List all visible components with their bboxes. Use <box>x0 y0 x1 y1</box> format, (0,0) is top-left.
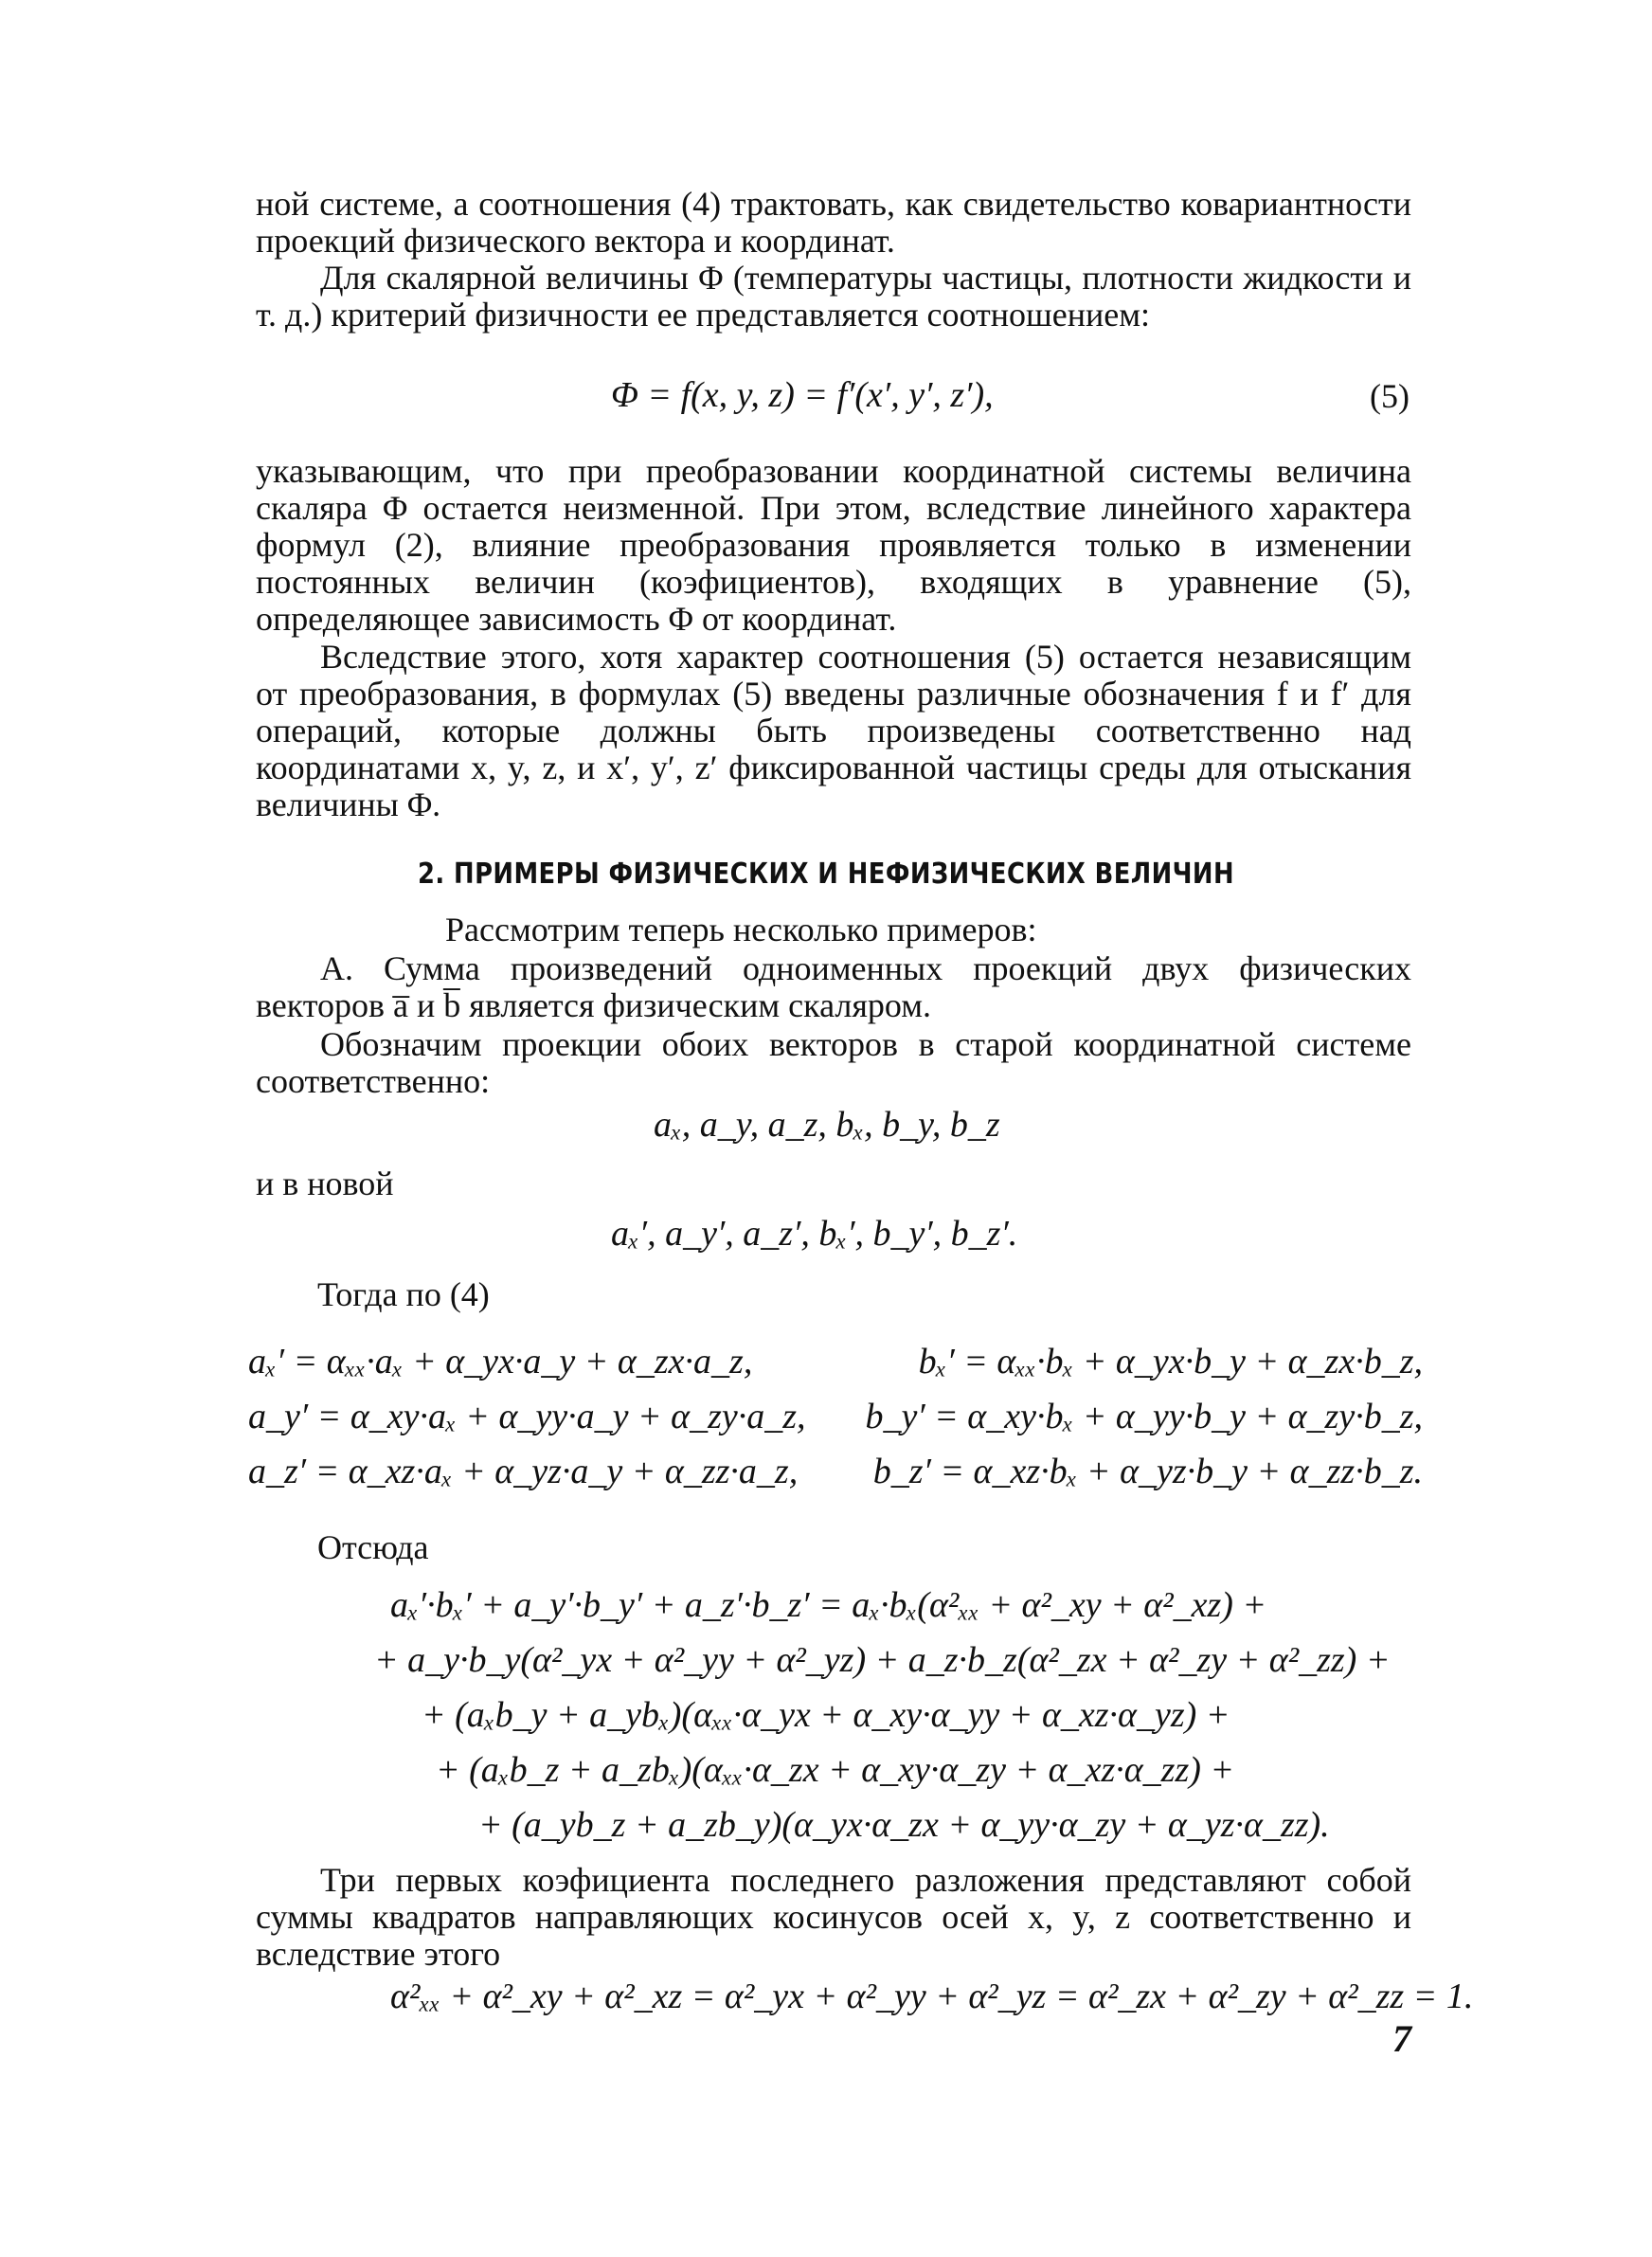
page-number: 7 <box>1392 2017 1411 2060</box>
paragraph-scalar-criterion: Для скалярной величины Φ (температуры частицы, плотности жидкости и т. д.) критерий физичности ее представляется соотношением: <box>256 259 1411 334</box>
expansion-line: + (a_yb_z + a_zb_y)(α_yx·α_zx + α_yy·α_zy + α_yz·α_zz). <box>478 1805 1330 1845</box>
expansion-line: aₓ′·bₓ′ + a_y′·b_y′ + a_z′·b_z′ = aₓ·bₓ(α²ₓₓ + α²_xy + α²_xz) + <box>390 1585 1267 1625</box>
system-row <box>248 1341 1423 1396</box>
system-row <box>248 1451 1423 1506</box>
equation-by: b_y′ = α_xy·bₓ + α_yy·b_y + α_zy·b_z, <box>865 1397 1423 1436</box>
equation-5: Φ = f(x, y, z) = f′(x′, y′, z′), <box>611 375 994 415</box>
equation-new-projections: aₓ′, a_y′, a_z′, bₓ′, b_y′, b_z′. <box>611 1214 1018 1254</box>
paragraph-coefficients: Три первых коэфициента последнего разложения представляют собой суммы квадратов направляющих косинусов осей x, y, z соответственно и вследствие этого <box>256 1861 1411 1973</box>
equation-old-projections: aₓ, a_y, a_z, bₓ, b_y, b_z <box>654 1105 1000 1145</box>
equation-unit-sums: α²ₓₓ + α²_xy + α²_xz = α²_yx + α²_yy + α²_yz = α²_zx + α²_zy + α²_zz = 1. <box>390 1977 1474 2016</box>
expansion-line: + (aₓb_y + a_ybₓ)(αₓₓ·α_yx + α_xy·α_yy + α_xz·α_yz) + <box>422 1695 1230 1735</box>
paragraph-covariance: ной системе, а соотношения (4) трактовать, как свидетельство ковариантности проекций физического вектора и координат. <box>256 185 1411 260</box>
paragraph-invariance: указывающим, что при преобразовании координатной системы величина скаляра Φ остается неизменной. При этом, вследствие линейного характера формул (2), влияние преобразования проявляется только в изменении постоянных величин (коэфициентов), входящих в уравнение (5), определяющее зависимость Φ от координат. <box>256 452 1411 638</box>
paragraph-examples-intro: Рассмотрим теперь несколько примеров: <box>445 911 1037 948</box>
equation-ay: a_y′ = α_xy·aₓ + α_yy·a_y + α_zy·a_z, <box>248 1397 806 1436</box>
section-heading: 2. ПРИМЕРЫ ФИЗИЧЕСКИХ И НЕФИЗИЧЕСКИХ ВЕЛИЧИН <box>418 858 1234 891</box>
paragraph-notation: Вследствие этого, хотя характер соотношения (5) остается независящим от преобразования, в формулах (5) введены различные обозначения f и f′ для операций, которые должны быть произведены соответственно над координатами x, y, z, и x′, y′, z′ фиксированной частицы среды для отыскания величины Φ. <box>256 638 1411 823</box>
text-and-new: и в новой <box>256 1165 394 1202</box>
transformation-system <box>248 1341 1423 1506</box>
expansion-line: + a_y·b_y(α²_yx + α²_yy + α²_yz) + a_z·b_z(α²_zx + α²_zy + α²_zz) + <box>374 1640 1391 1680</box>
equation-bx: bₓ′ = αₓₓ·bₓ + α_yx·b_y + α_zx·b_z, <box>918 1342 1423 1381</box>
equation-az: a_z′ = α_xz·aₓ + α_yz·a_y + α_zz·a_z, <box>248 1452 799 1491</box>
expansion-line: + (aₓb_z + a_zbₓ)(αₓₓ·α_zx + α_xy·α_zy + α_xz·α_zz) + <box>436 1750 1235 1790</box>
system-row <box>248 1396 1423 1451</box>
equation-ax: aₓ′ = αₓₓ·aₓ + α_yx·a_y + α_zx·a_z, <box>248 1342 753 1381</box>
text-hence: Отсюда <box>317 1528 429 1566</box>
paragraph-projections: Обозначим проекции обоих векторов в старой координатной системе соответственно: <box>256 1025 1411 1100</box>
equation-5-label: (5) <box>1370 377 1410 415</box>
text-then-by-4: Тогда по (4) <box>317 1275 490 1313</box>
paragraph-example-a: А. Сумма произведений одноименных проекций двух физических векторов a̅ и b̅ является физическим скаляром. <box>256 949 1411 1024</box>
equation-bz: b_z′ = α_xz·bₓ + α_yz·b_y + α_zz·b_z. <box>872 1452 1423 1491</box>
